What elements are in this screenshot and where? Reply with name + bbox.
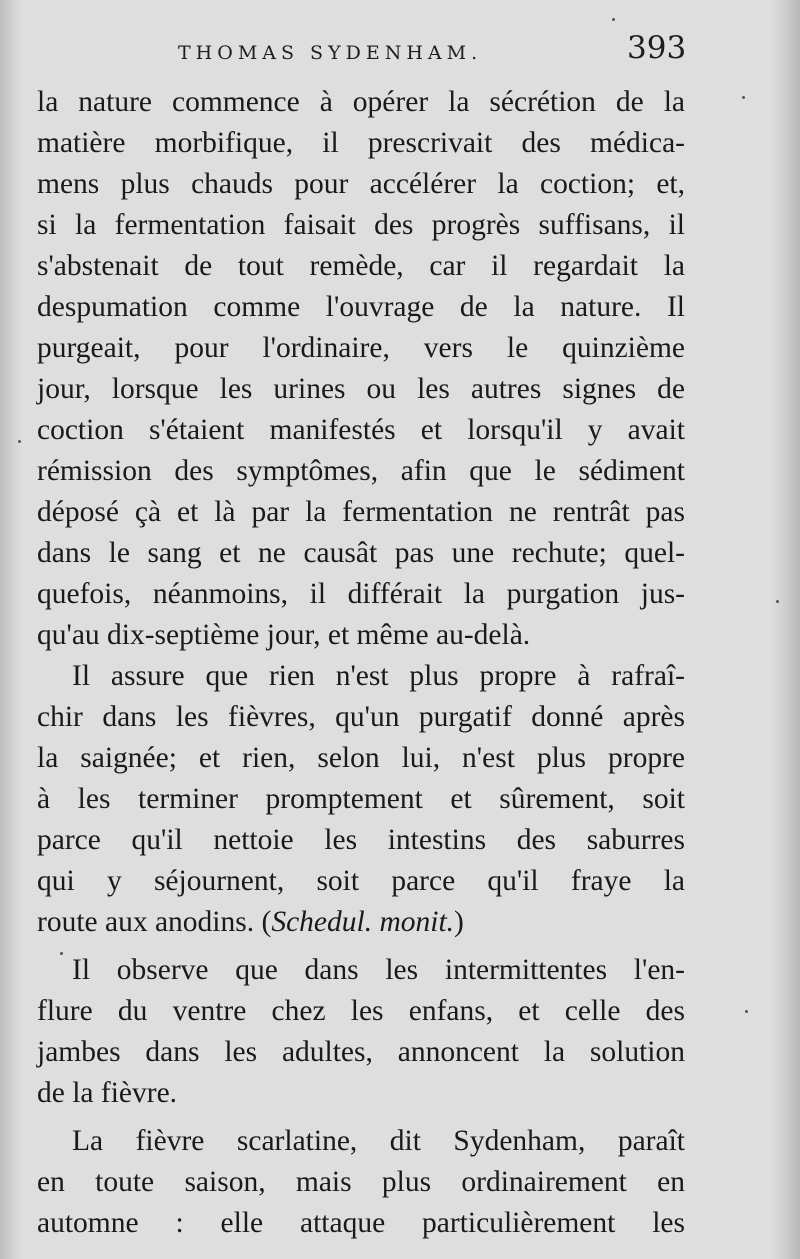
scan-speck [745,1010,748,1013]
paragraph-gap [37,943,685,950]
scan-speck [612,18,615,21]
text-line: jour, lorsque les urines ou les autres signes de [37,373,685,405]
page-right-edge-shadow [770,0,800,1259]
page-number: 393 [627,30,687,66]
text-line: qu'au dix-septième jour, et même au-delà. [37,619,531,651]
text-line: la saignée; et rien, selon lui, n'est plus propre [37,742,685,774]
text-line: Il observe que dans les intermittentes l'en- [72,954,685,986]
text-line: s'abstenait de tout remède, car il regardait la [37,250,685,282]
scan-speck [742,96,745,99]
scan-speck [776,600,779,603]
scan-speck [18,440,21,443]
text-line: chir dans les fièvres, qu'un purgatif donné après [37,701,685,733]
text-line: en toute saison, mais plus ordinairement en [37,1166,685,1198]
text-line: qui y séjournent, soit parce qu'il fraye la [37,865,685,897]
text-line: mens plus chauds pour accélérer la coction; et, [37,168,685,200]
text-line: à les terminer promptement et sûrement, soit [37,783,685,815]
running-head: THOMAS SYDENHAM. [178,42,483,64]
paragraph-gap [37,1114,685,1121]
text-line: parce qu'il nettoie les intestins des saburres [37,824,685,856]
citation-italic: Schedul. monit. [271,906,455,938]
text-line: coction s'étaient manifestés et lorsqu'il y avait [37,414,685,446]
text-line: jambes dans les adultes, annoncent la solution [37,1036,685,1068]
text-line: rémission des symptômes, afin que le sédiment [37,455,685,487]
body-text [37,82,685,1244]
text-line: automne : elle attaque particulièrement les [37,1207,685,1239]
text-segment: route aux anodins. ( [37,906,272,938]
page-left-edge-shadow [0,0,22,1259]
text-line: si la fermentation faisait des progrès suffisans, il [37,209,685,241]
scan-speck [60,952,63,955]
text-line: flure du ventre chez les enfans, et celle des [37,995,685,1027]
text-line: purgeait, pour l'ordinaire, vers le quinzième [37,332,685,364]
text-line: dans le sang et ne causât pas une rechute; quel- [37,537,685,569]
text-line: La fièvre scarlatine, dit Sydenham, paraît [72,1125,685,1157]
text-line: Il assure que rien n'est plus propre à rafraî- [72,660,685,692]
text-line: matière morbifique, il prescrivait des médica- [37,127,685,159]
text-line: despumation comme l'ouvrage de la nature. Il [37,291,685,323]
text-line: quefois, néanmoins, il différait la purgation jus- [37,578,685,610]
text-line: déposé çà et là par la fermentation ne rentrât pas [37,496,685,528]
text-segment: ) [454,906,464,938]
text-line: la nature commence à opérer la sécrétion de la [37,86,685,118]
text-line: de la fièvre. [37,1077,178,1109]
text-line-with-citation [37,902,685,943]
